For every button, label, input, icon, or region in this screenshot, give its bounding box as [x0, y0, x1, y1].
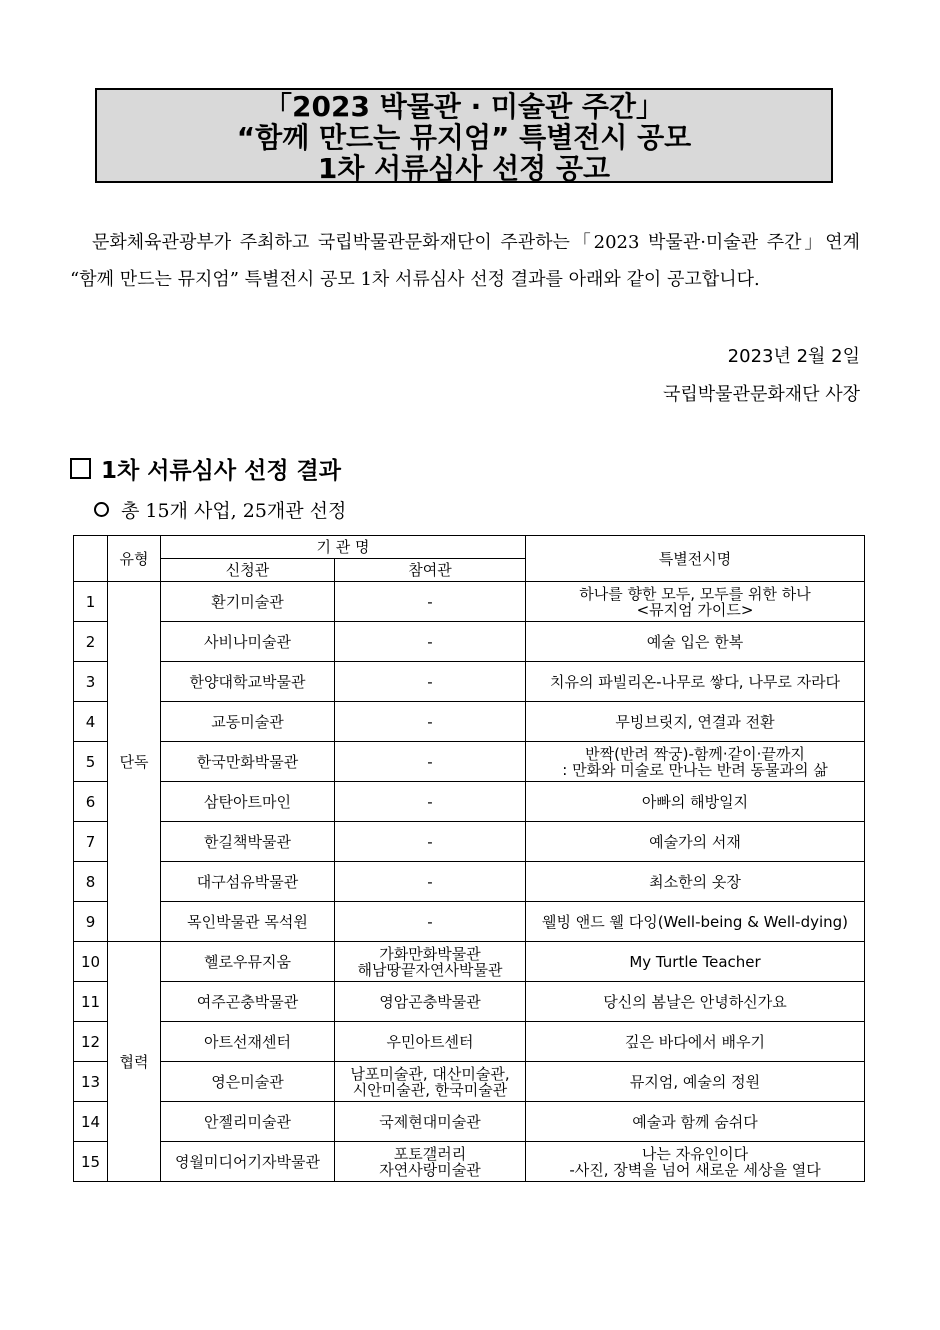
selection-results-table — [73, 535, 865, 1182]
exhibition-cell — [526, 782, 865, 822]
title-line-3: 1차 서류심사 선정 공고 — [317, 152, 611, 185]
exhibition-line: <뮤지엄 가이드> — [636, 600, 754, 619]
participant-cell — [335, 582, 526, 622]
exhibition-line: 웰빙 앤드 웰 다잉(Well-being & Well-dying) — [541, 912, 849, 931]
participant-line: 영암곤충박물관 — [379, 992, 481, 1011]
participant-cell — [335, 622, 526, 662]
exhibition-cell — [526, 582, 865, 622]
header-institution: 기 관 명 — [161, 536, 526, 559]
participant-cell — [335, 982, 526, 1022]
exhibition-line: -사진, 장벽을 넘어 새로운 세상을 열다 — [569, 1160, 821, 1179]
row-number: 6 — [74, 782, 108, 822]
header-exhibition: 특별전시명 — [526, 536, 865, 582]
participant-cell — [335, 662, 526, 702]
table-row — [74, 702, 865, 742]
row-type: 협력 — [108, 942, 161, 1182]
row-type: 단독 — [108, 582, 161, 942]
row-number: 5 — [74, 742, 108, 782]
exhibition-line: 무빙브릿지, 연결과 전환 — [615, 712, 775, 731]
document-title-box — [95, 88, 833, 183]
exhibition-line: 나는 자유인이다 — [641, 1144, 749, 1163]
exhibition-line: 아빠의 해방일지 — [641, 792, 749, 811]
exhibition-line: 최소한의 옷장 — [649, 872, 741, 891]
table-row — [74, 582, 865, 622]
exhibition-line: 하나를 향한 모두, 모두를 위한 하나 — [579, 584, 811, 603]
issuing-organization: 국립박물관문화재단 사장 — [663, 384, 860, 405]
row-number: 8 — [74, 862, 108, 902]
participant-line: - — [427, 912, 433, 931]
intro-paragraph: 문화체육관광부가 주최하고 국립박물관문화재단이 주관하는「2023 박물관·미술관 주간」연계 “함께 만드는 뮤지엄” 특별전시 공모 1차 서류심사 선정 결과를 아래와 같이 공고합니다. — [70, 232, 860, 290]
table-row — [74, 1022, 865, 1062]
participant-cell — [335, 1142, 526, 1182]
participant-line: - — [427, 832, 433, 851]
row-number: 1 — [74, 582, 108, 622]
title-line-2: “함께 만드는 뮤지엄” 특별전시 공모 — [236, 121, 692, 154]
applicant-cell: 환기미술관 — [161, 582, 335, 622]
section-heading — [70, 452, 341, 485]
participant-line: - — [427, 592, 433, 611]
exhibition-cell — [526, 662, 865, 702]
participant-line: 국제현대미술관 — [379, 1112, 481, 1131]
applicant-cell: 삼탄아트마인 — [161, 782, 335, 822]
participant-cell — [335, 742, 526, 782]
title-line-1: 「2023 박물관 · 미술관 주간」 — [264, 90, 664, 123]
participant-cell — [335, 1062, 526, 1102]
exhibition-cell — [526, 1062, 865, 1102]
applicant-cell: 안젤리미술관 — [161, 1102, 335, 1142]
table-row — [74, 1102, 865, 1142]
participant-cell — [335, 862, 526, 902]
exhibition-cell — [526, 622, 865, 662]
table-row — [74, 982, 865, 1022]
exhibition-cell — [526, 902, 865, 942]
participant-line: - — [427, 792, 433, 811]
table-row — [74, 662, 865, 702]
row-number: 7 — [74, 822, 108, 862]
row-number: 3 — [74, 662, 108, 702]
table-row — [74, 782, 865, 822]
exhibition-cell — [526, 862, 865, 902]
participant-cell — [335, 942, 526, 982]
header-type: 유형 — [108, 536, 161, 582]
participant-line: - — [427, 672, 433, 691]
applicant-cell: 아트선재센터 — [161, 1022, 335, 1062]
participant-line: - — [427, 712, 433, 731]
exhibition-line: 예술 입은 한복 — [646, 632, 744, 651]
table-row — [74, 862, 865, 902]
exhibition-line: : 만화와 미술로 만나는 반려 동물과의 삶 — [562, 760, 828, 779]
exhibition-cell — [526, 942, 865, 982]
table-row — [74, 1142, 865, 1182]
section-heading-text: 1차 서류심사 선정 결과 — [101, 458, 341, 484]
exhibition-line: 뮤지엄, 예술의 정원 — [629, 1072, 761, 1091]
header-participant: 참여관 — [335, 559, 526, 582]
applicant-cell: 사비나미술관 — [161, 622, 335, 662]
header-applicant: 신청관 — [161, 559, 335, 582]
applicant-cell: 영월미디어기자박물관 — [161, 1142, 335, 1182]
row-number: 9 — [74, 902, 108, 942]
exhibition-cell — [526, 822, 865, 862]
participant-line: 우민아트센터 — [386, 1032, 474, 1051]
table-row — [74, 942, 865, 982]
applicant-cell: 목인박물관 목석원 — [161, 902, 335, 942]
circle-bullet-icon — [94, 502, 109, 517]
section-summary-text: 총 15개 사업, 25개관 선정 — [121, 500, 347, 522]
participant-cell — [335, 902, 526, 942]
participant-line: - — [427, 872, 433, 891]
applicant-cell: 한양대학교박물관 — [161, 662, 335, 702]
row-number: 10 — [74, 942, 108, 982]
participant-cell — [335, 1102, 526, 1142]
participant-line: 남포미술관, 대산미술관, — [350, 1064, 510, 1083]
row-number: 12 — [74, 1022, 108, 1062]
exhibition-cell — [526, 982, 865, 1022]
row-number: 4 — [74, 702, 108, 742]
row-number: 2 — [74, 622, 108, 662]
exhibition-line: 치유의 파빌리온-나무로 쌓다, 나무로 자라다 — [549, 672, 841, 691]
participant-cell — [335, 782, 526, 822]
applicant-cell: 한길책박물관 — [161, 822, 335, 862]
exhibition-line: My Turtle Teacher — [629, 952, 761, 971]
exhibition-line: 반짝(반려 짝궁)-함께·같이·끝까지 — [585, 744, 805, 763]
participant-cell — [335, 1022, 526, 1062]
announcement-date: 2023년 2월 2일 — [727, 346, 860, 367]
applicant-cell: 대구섬유박물관 — [161, 862, 335, 902]
checkbox-square-icon — [70, 458, 91, 479]
participant-line: 포토갤러리 — [393, 1144, 467, 1163]
row-number: 11 — [74, 982, 108, 1022]
participant-line: - — [427, 752, 433, 771]
table-row — [74, 742, 865, 782]
exhibition-line: 당신의 봄날은 안녕하신가요 — [603, 992, 787, 1011]
table-row — [74, 822, 865, 862]
exhibition-cell — [526, 1022, 865, 1062]
exhibition-cell — [526, 1102, 865, 1142]
table-body — [74, 582, 865, 1182]
participant-line: - — [427, 632, 433, 651]
participant-line: 가화만화박물관 — [379, 944, 481, 963]
applicant-cell: 헬로우뮤지움 — [161, 942, 335, 982]
row-number: 15 — [74, 1142, 108, 1182]
table-row — [74, 1062, 865, 1102]
section-summary — [94, 496, 346, 523]
applicant-cell: 여주곤충박물관 — [161, 982, 335, 1022]
applicant-cell: 한국만화박물관 — [161, 742, 335, 782]
row-number: 14 — [74, 1102, 108, 1142]
applicant-cell: 영은미술관 — [161, 1062, 335, 1102]
participant-line: 해남땅끝자연사박물관 — [357, 960, 503, 979]
participant-cell — [335, 822, 526, 862]
exhibition-cell — [526, 702, 865, 742]
exhibition-line: 예술가의 서재 — [649, 832, 741, 851]
table-row — [74, 902, 865, 942]
exhibition-line: 예술과 함께 숨쉬다 — [632, 1112, 758, 1131]
participant-line: 시안미술관, 한국미술관 — [352, 1080, 508, 1099]
participant-line: 자연사랑미술관 — [379, 1160, 481, 1179]
applicant-cell: 교동미술관 — [161, 702, 335, 742]
row-number: 13 — [74, 1062, 108, 1102]
header-no — [74, 536, 108, 582]
exhibition-cell — [526, 1142, 865, 1182]
participant-cell — [335, 702, 526, 742]
exhibition-cell — [526, 742, 865, 782]
exhibition-line: 깊은 바다에서 배우기 — [625, 1032, 765, 1051]
table-row — [74, 622, 865, 662]
